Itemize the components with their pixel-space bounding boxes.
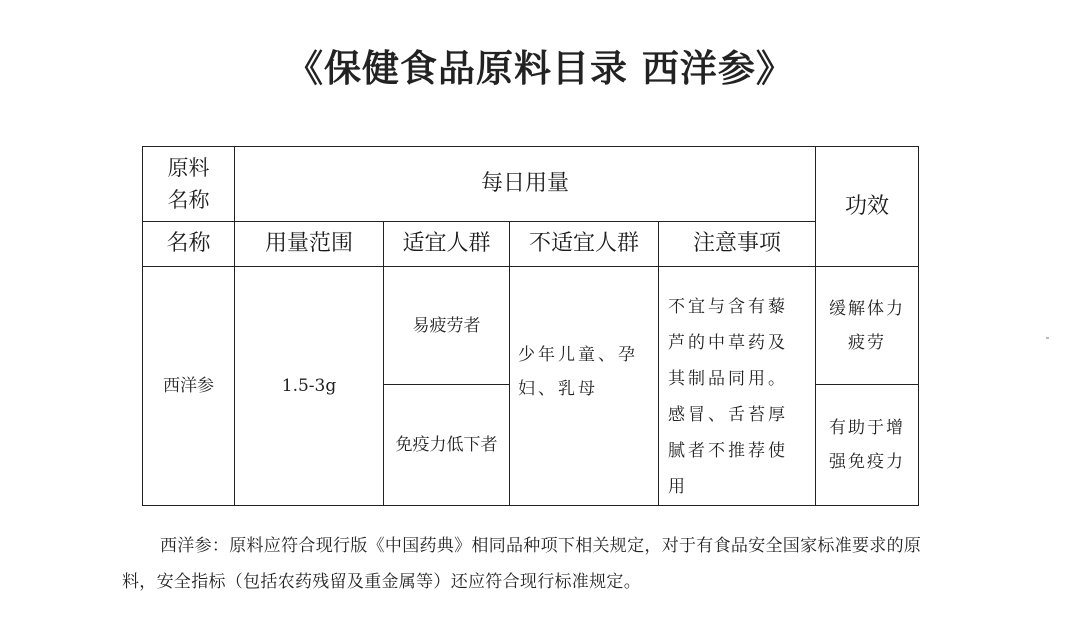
dose-range-cell: 1.5-3g — [235, 267, 384, 506]
precautions-cell — [659, 267, 816, 506]
efficacy-text-2: 有助于增强免疫力 — [829, 418, 906, 473]
subheader-name: 名称 — [143, 222, 235, 267]
ingredient-name-cell: 西洋参 — [143, 267, 235, 506]
subheader-suitable-population: 适宜人群 — [384, 222, 510, 267]
footnote-paragraph: 西洋参：原料应符合现行版《中国药典》相同品种项下相关规定，对于有食品安全国家标准要求的原料，安全指标（包括农药残留及重金属等）还应符合现行标准规定。 — [122, 536, 922, 592]
header-raw-material-name — [143, 147, 235, 222]
efficacy-cell-2 — [816, 385, 919, 506]
ingredient-table — [142, 146, 919, 506]
suitable-population-cell-2: 免疫力低下者 — [384, 385, 510, 506]
scan-speck — [1046, 337, 1049, 339]
header-efficacy: 功效 — [816, 147, 919, 267]
unsuitable-population-text: 少年儿童、孕妇、乳母 — [518, 345, 638, 399]
unsuitable-population-cell — [510, 267, 659, 506]
efficacy-text-1: 缓解体力疲劳 — [829, 298, 906, 353]
efficacy-cell-1 — [816, 267, 919, 385]
header-daily-dose: 每日用量 — [235, 147, 816, 222]
document-title: 《保健食品原料目录 西洋参》 — [286, 46, 794, 90]
subheader-dose-range: 用量范围 — [235, 222, 384, 267]
suitable-population-cell-1: 易疲劳者 — [384, 267, 510, 385]
subheader-precautions: 注意事项 — [659, 222, 816, 267]
header-raw-material-name-text: 原料名称 — [167, 156, 210, 212]
precautions-text: 不宜与含有藜芦的中草药及其制品同用。感冒、舌苔厚腻者不推荐使用 — [668, 297, 788, 497]
subheader-unsuitable-population: 不适宜人群 — [510, 222, 659, 267]
